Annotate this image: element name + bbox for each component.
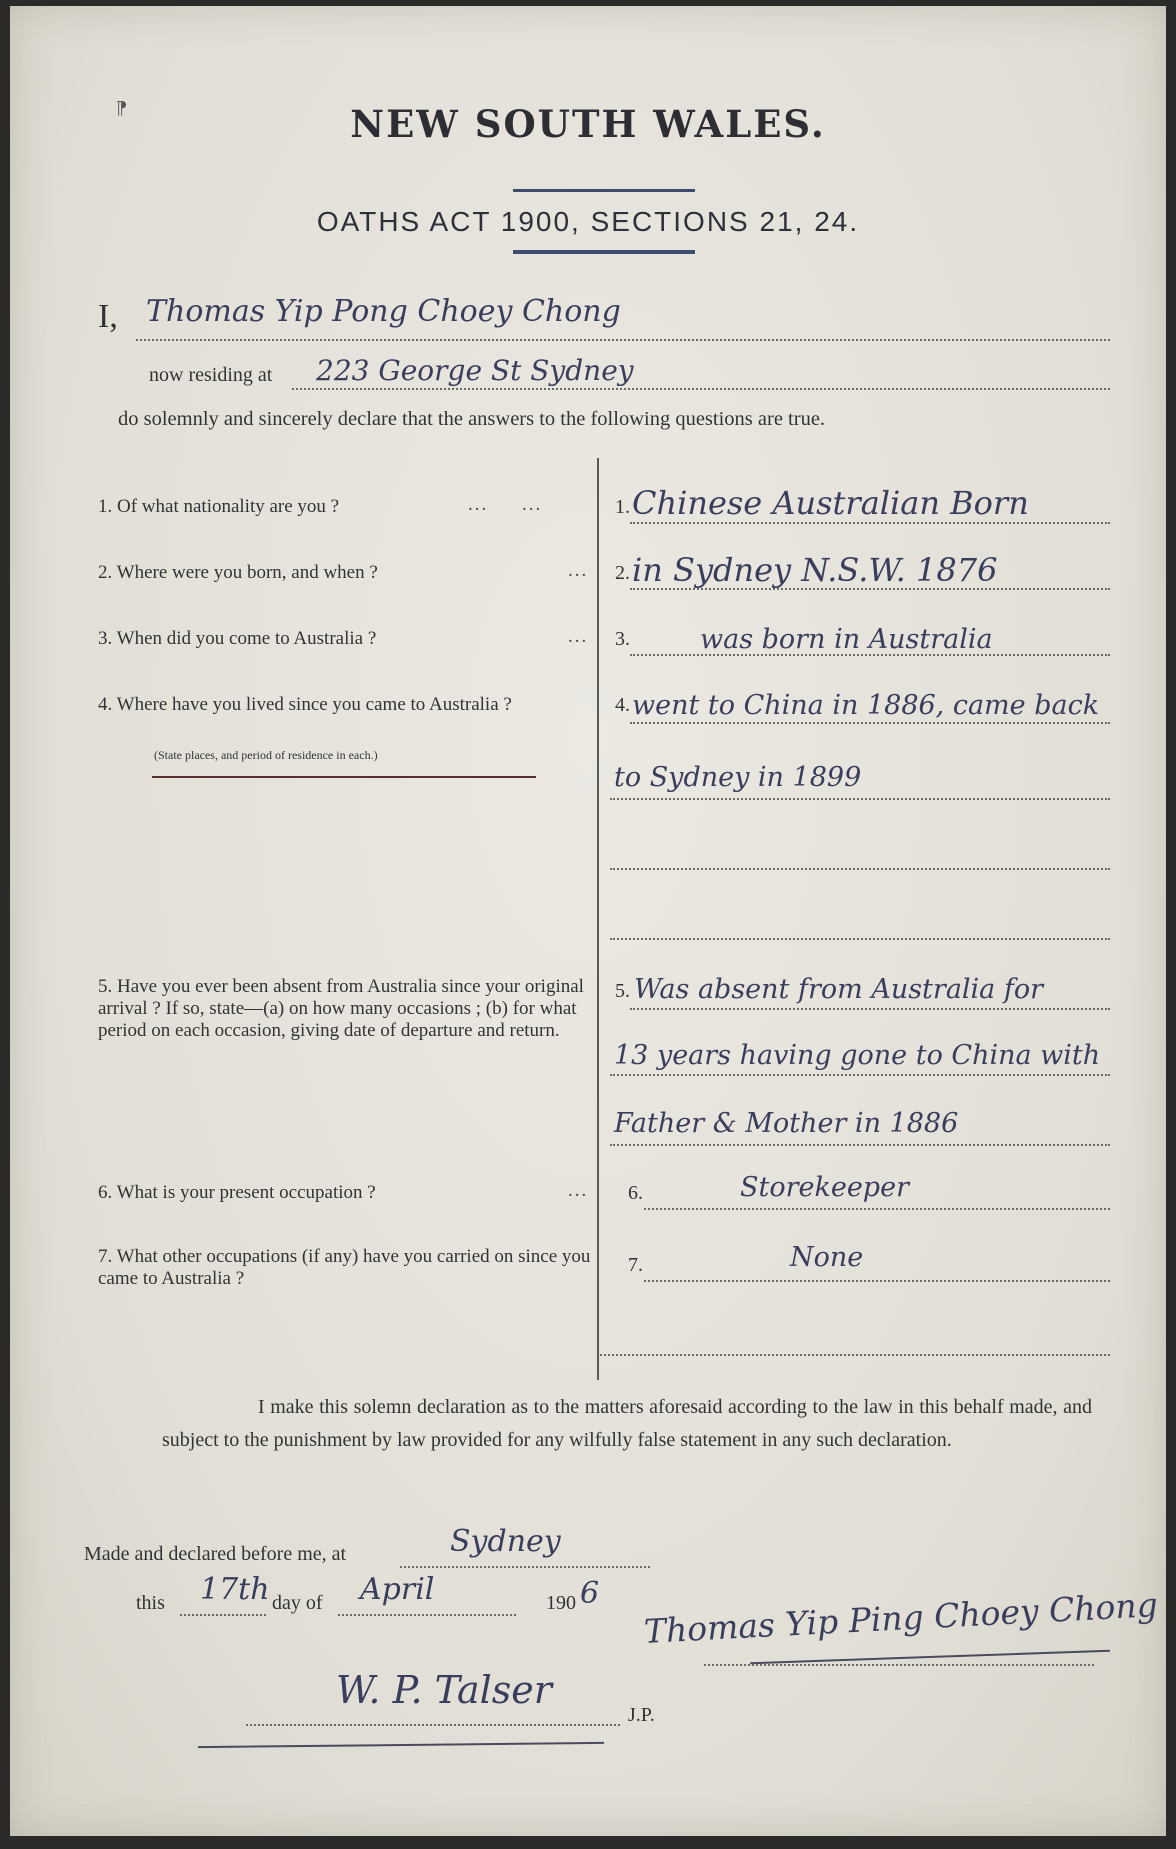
declaration-paragraph: I make this solemn declaration as to the matters aforesaid according to the law in this behalf made, and subject to the punishment by law provided for any wilfully false statement in any such declaration. xyxy=(162,1396,1092,1451)
answer-6-line xyxy=(644,1206,1110,1210)
question-6: 6. What is your present occupation ? xyxy=(98,1182,376,1203)
place-line xyxy=(400,1564,650,1568)
answer-7-line xyxy=(644,1278,1110,1282)
answer-4-line-3 xyxy=(610,866,1110,870)
made-declared-label: Made and declared before me, at xyxy=(84,1543,347,1565)
question-6-dots: ... xyxy=(568,1180,589,1201)
jp-signature-line xyxy=(246,1722,620,1726)
answer-4-line-4 xyxy=(610,936,1110,940)
corner-mark: ⁋ xyxy=(116,98,128,118)
declaration-month: April xyxy=(360,1572,435,1607)
answer-6: Storekeeper xyxy=(740,1172,909,1203)
declarant-prefix: I, xyxy=(98,298,118,335)
declarant-name: Thomas Yip Pong Choey Chong xyxy=(146,294,621,329)
answer-2: in Sydney N.S.W. 1876 xyxy=(632,551,998,589)
title-rule-bottom xyxy=(513,250,695,254)
declaration-place: Sydney xyxy=(450,1524,561,1559)
title-rule-top xyxy=(513,189,695,192)
jp-label: J.P. xyxy=(628,1704,655,1726)
answer-3-number: 3. xyxy=(615,628,630,650)
jp-flourish xyxy=(198,1742,604,1748)
answer-5-line-1-text: Was absent from Australia for xyxy=(634,974,1044,1005)
residing-label: now residing at xyxy=(149,364,273,386)
answer-2-number: 2. xyxy=(615,562,630,584)
question-4: 4. Where have you lived since you came to Australia ? xyxy=(98,694,512,715)
answer-7-line-2 xyxy=(600,1352,1110,1356)
answer-7: None xyxy=(790,1242,864,1273)
declarant-signature: Thomas Yip Ping Choey Chong xyxy=(642,1585,1159,1651)
declaration-day: 17th xyxy=(200,1572,270,1607)
declaration-form xyxy=(10,6,1166,1836)
answer-4-line-2-text: to Sydney in 1899 xyxy=(614,762,862,793)
answer-5-line-2-text: 13 years having gone to China with xyxy=(614,1040,1101,1071)
answer-1: Chinese Australian Born xyxy=(632,484,1029,522)
answer-4-line-2 xyxy=(610,796,1110,800)
day-of-label: day of xyxy=(272,1592,323,1614)
answer-5-line-3 xyxy=(610,1142,1110,1146)
declare-text: do solemnly and sincerely declare that the answers to the following questions are true. xyxy=(118,408,826,430)
name-dotted-line xyxy=(136,337,1110,341)
answer-1-number: 1. xyxy=(615,496,630,518)
answer-7-number: 7. xyxy=(628,1254,643,1276)
column-divider xyxy=(597,458,599,1380)
question-7: 7. What other occupations (if any) have you carried on since you came to Australia ? xyxy=(98,1246,591,1289)
month-line xyxy=(338,1612,516,1616)
answer-5-number: 5. xyxy=(615,980,630,1002)
declarant-address: 223 George St Sydney xyxy=(316,354,634,387)
answer-4-line-1-text: went to China in 1886, came back xyxy=(632,690,1100,721)
question-1-dots: ... ... xyxy=(468,494,543,515)
year-prefix: 190 xyxy=(546,1592,576,1614)
day-line xyxy=(180,1612,266,1616)
answer-3: was born in Australia xyxy=(700,624,993,655)
question-1: 1. Of what nationality are you ? xyxy=(98,496,340,517)
this-label: this xyxy=(136,1592,165,1614)
answer-5-line-1 xyxy=(630,1006,1110,1010)
question-3: 3. When did you come to Australia ? xyxy=(98,628,377,649)
question-2-dots: ... xyxy=(568,560,589,581)
year-suffix: 6 xyxy=(580,1576,600,1611)
form-subtitle: OATHS ACT 1900, SECTIONS 21, 24. xyxy=(316,206,860,237)
question-4-note: (State places, and period of residence in each.) xyxy=(154,748,378,762)
answer-4-number: 4. xyxy=(615,694,630,716)
jp-signature: W. P. Talser xyxy=(336,1668,552,1712)
question-4-note-rule xyxy=(152,776,536,778)
question-5: 5. Have you ever been absent from Australia since your original arrival ? If so, state—(a) on how many occasions ; (b) for what period on each occasion, giving date of departure and return. xyxy=(98,976,584,1041)
answer-5-line-2 xyxy=(610,1072,1110,1076)
question-3-dots: ... xyxy=(568,626,589,647)
question-2: 2. Where were you born, and when ? xyxy=(98,562,378,583)
form-title: NEW SOUTH WALES. xyxy=(350,102,826,146)
answer-6-number: 6. xyxy=(628,1182,643,1204)
answer-5-line-3-text: Father & Mother in 1886 xyxy=(614,1108,959,1139)
